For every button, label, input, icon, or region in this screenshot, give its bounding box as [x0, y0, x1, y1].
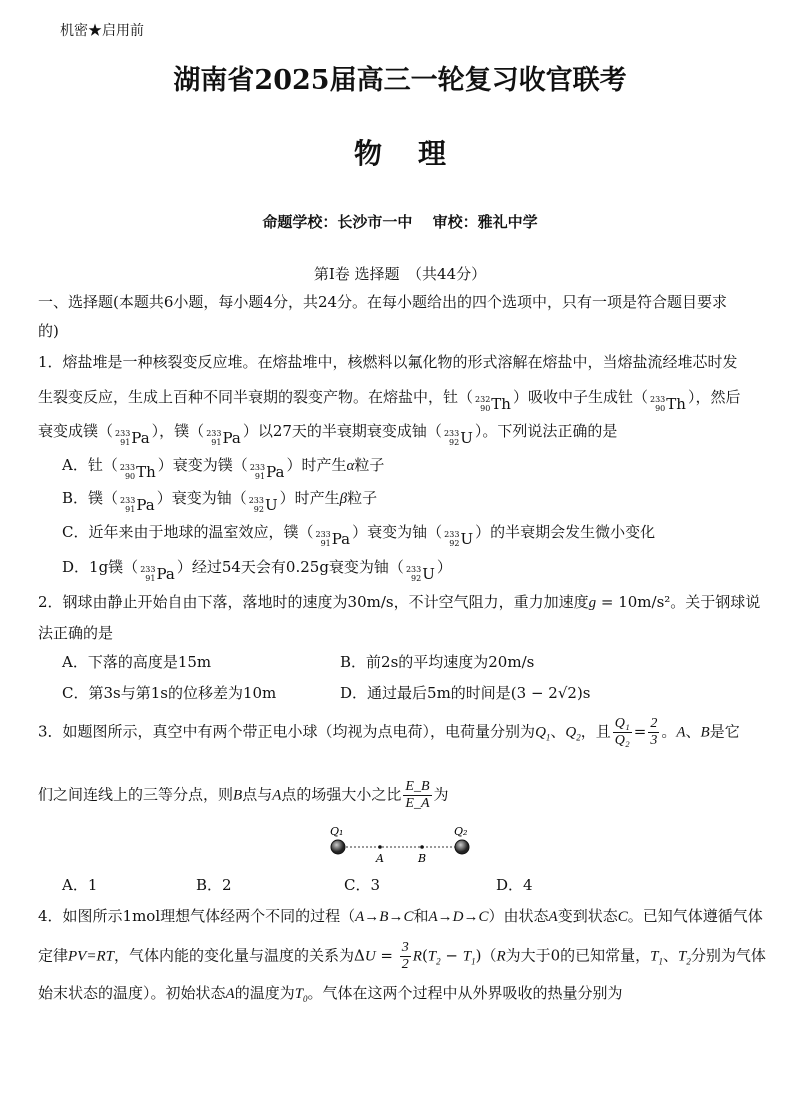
element-symbol: U	[264, 496, 278, 514]
text-line	[62, 455, 384, 482]
math-symbol: A	[676, 724, 686, 741]
text-segment: 和	[413, 907, 429, 925]
label-b: B	[418, 852, 427, 865]
nuclide-symbol	[650, 394, 686, 414]
text-segment: ，气体内能的变化量与温度的关系为Δ	[113, 946, 365, 965]
text-segment: 为大于0的已知常量，	[505, 946, 651, 965]
nuclide-symbol	[406, 564, 435, 584]
text-segment: ）。下列说法正确的是	[474, 422, 618, 440]
text-segment: ）由状态	[488, 907, 549, 925]
point-a	[378, 845, 382, 849]
text-line	[38, 716, 740, 749]
nuclide-symbol	[444, 428, 473, 448]
numerator: 2	[650, 716, 658, 731]
q3-option-b: B．2	[196, 876, 232, 894]
mass-number: 233	[315, 530, 331, 539]
nuclide-numbers	[249, 496, 264, 514]
text-segment: 一、选择题(本题共6小题，每小题4分，共24分。在每小题给出的四个选项中，只有一项是符合题目要求	[38, 293, 728, 311]
text-segment: 、	[663, 946, 679, 965]
q2-option-b: B．前2s的平均速度为20m/s	[340, 653, 535, 671]
element-symbol: Th	[666, 395, 686, 413]
nuclide-numbers	[250, 463, 265, 481]
text-segment: 、	[685, 722, 701, 741]
subscript: 2	[436, 956, 441, 967]
text-segment: 法正确的是	[38, 624, 114, 642]
nuclide-symbol	[315, 529, 350, 549]
nuclide-numbers	[444, 429, 459, 447]
mass-number: 233	[140, 565, 156, 574]
q3-option-d: D．4	[496, 876, 533, 894]
math-symbol: R	[496, 948, 506, 965]
atomic-number: 90	[480, 404, 491, 413]
math-symbol: A	[548, 909, 558, 925]
text-segment: ）时产生	[279, 489, 340, 507]
math-symbol: T	[462, 948, 472, 965]
text-segment: ）衰变为铀（	[352, 523, 443, 541]
element-symbol: Pa	[266, 463, 285, 481]
text-segment: ）时产生	[286, 456, 347, 474]
text-line	[38, 906, 763, 927]
subscript: 2	[576, 732, 581, 743]
atomic-number: 90	[655, 404, 666, 413]
math-symbol: C	[617, 909, 628, 925]
subscript: 1	[658, 956, 664, 967]
math-symbol: PV=RT	[68, 948, 114, 965]
text-segment: 点与	[242, 785, 273, 804]
math-symbol: B	[233, 787, 243, 804]
subject-title: 物理	[353, 137, 482, 170]
text-segment: 。	[661, 722, 677, 741]
text-segment: ），然后	[687, 388, 741, 406]
denominator: 2	[401, 957, 409, 972]
text-segment: ），镤（	[151, 422, 205, 440]
q2-option-d: D．通过最后5m的时间是(3 − 2√2)s	[340, 684, 591, 702]
atomic-number: 92	[411, 574, 422, 583]
text-line	[38, 940, 766, 973]
text-line	[62, 488, 377, 515]
nuclide-numbers	[120, 496, 135, 514]
nuclide-numbers	[115, 429, 130, 447]
math-symbol: T	[294, 986, 304, 1002]
mass-number: 233	[444, 530, 460, 539]
text-segment: 、	[550, 722, 566, 741]
denominator: Q₂	[614, 733, 630, 748]
numerator: Q₁	[614, 716, 630, 731]
math-symbol: B	[700, 724, 710, 741]
text-segment: (	[421, 946, 428, 965]
text-segment: 分别为气体	[690, 946, 766, 965]
element-symbol: Pa	[331, 530, 351, 548]
confidential-label: 机密★启用前	[60, 23, 144, 39]
text-segment: 粒子	[354, 456, 385, 474]
nuclide-symbol	[206, 428, 241, 448]
atomic-number: 91	[254, 472, 266, 481]
nuclide-symbol	[120, 495, 155, 515]
element-symbol: Th	[136, 463, 156, 481]
element-symbol: U	[460, 530, 474, 548]
label-q2: Q₂	[454, 825, 468, 838]
text-line	[62, 557, 452, 584]
math-symbol: R	[412, 948, 422, 965]
element-symbol: Th	[491, 395, 511, 413]
text-line	[38, 623, 113, 643]
text-segment: 2．钢球由静止开始自由下落，落地时的速度为30m/s，不计空气阻力，重力加速度	[38, 593, 589, 611]
mass-number: 233	[405, 565, 422, 574]
math-symbol: U	[364, 948, 376, 965]
math-symbol: A→D→C	[428, 909, 489, 925]
nuclide-numbers	[206, 429, 221, 447]
math-symbol: α	[346, 458, 355, 474]
text-segment: = 10m/s²。关于钢球说	[596, 593, 761, 611]
mass-number: 233	[119, 463, 136, 472]
point-b	[420, 845, 424, 849]
math-symbol: A	[272, 787, 282, 804]
text-segment: A．钍（	[62, 456, 118, 474]
atomic-number: 91	[125, 505, 136, 514]
math-symbol: Q	[565, 724, 577, 741]
text-segment: ）衰变为铀（	[156, 489, 247, 507]
atomic-number: 91	[145, 574, 156, 583]
text-segment: C．近年来由于地球的温室效应，镤（	[62, 523, 314, 541]
text-line	[62, 522, 655, 549]
text-segment: 是它	[709, 722, 740, 741]
nuclide-numbers	[315, 530, 330, 548]
fraction	[648, 716, 659, 749]
nuclide-symbol	[120, 462, 156, 482]
text-segment: 。已知气体遵循气体	[627, 907, 763, 925]
text-segment: B．镤（	[62, 489, 119, 507]
nuclide-numbers	[475, 395, 490, 413]
element-symbol: Pa	[131, 429, 150, 447]
text-segment: ）以27天的半衰期衰变成铀（	[242, 422, 442, 440]
math-symbol: T	[678, 948, 687, 965]
q3-option-c: C．3	[344, 876, 381, 894]
nuclide-numbers	[120, 463, 135, 481]
mass-number: 233	[115, 429, 131, 438]
text-line	[38, 592, 760, 613]
mass-number: 233	[248, 496, 264, 505]
math-symbol: A→B→C	[355, 909, 414, 925]
text-segment: 1．熔盐堆是一种核裂变反应堆。在熔盐堆中，核燃料以氟化物的形式溶解在熔盐中，当熔盐流经堆芯时发	[38, 353, 738, 371]
text-segment: −	[440, 946, 463, 965]
nuclide-numbers	[444, 530, 459, 548]
subscript: 1	[545, 732, 551, 743]
mass-number: 233	[249, 463, 266, 472]
nuclide-numbers	[406, 565, 421, 583]
charge-q1	[331, 840, 345, 854]
element-symbol: Pa	[136, 496, 155, 514]
atomic-number: 91	[320, 539, 331, 548]
q2-option-c: C．第3s与第1s的位移差为10m	[62, 684, 277, 702]
part-heading: 第Ⅰ卷 选择题 （共44分）	[313, 265, 487, 283]
nuclide-symbol	[250, 462, 285, 482]
charges-figure	[320, 822, 480, 867]
text-segment: )（	[475, 946, 497, 965]
mass-number: 233	[443, 429, 460, 438]
text-segment: 衰变成镤（	[38, 422, 114, 440]
nuclide-symbol	[475, 394, 511, 414]
mass-number: 233	[120, 496, 136, 505]
nuclide-symbol	[444, 529, 473, 549]
element-symbol: Pa	[156, 565, 175, 583]
element-symbol: U	[422, 565, 435, 583]
q3-option-a: A．1	[62, 876, 98, 894]
text-line	[38, 387, 740, 414]
element-symbol: Pa	[222, 429, 241, 447]
numerator: E_B	[405, 779, 430, 794]
text-segment: 定律	[38, 946, 69, 965]
text-segment: 生裂变反应，生成上百种不同半衰期的裂变产物。在熔盐中，钍（	[38, 388, 474, 406]
atomic-number: 90	[124, 472, 136, 481]
text-segment: ）吸收中子生成钍（	[512, 388, 648, 406]
denominator: 3	[650, 733, 658, 748]
math-symbol: A	[225, 986, 235, 1002]
nuclide-symbol	[115, 428, 150, 448]
subscript: 2	[686, 956, 691, 967]
nuclide-numbers	[650, 395, 665, 413]
text-segment: 的温度为	[234, 984, 295, 1002]
text-segment: =	[375, 946, 398, 965]
text-segment: 为	[433, 785, 449, 804]
label-q1: Q₁	[330, 825, 344, 838]
q2-option-a: A．下落的高度是15m	[62, 653, 212, 671]
math-symbol: Q	[535, 724, 546, 741]
atomic-number: 92	[449, 438, 460, 447]
mass-number: 233	[649, 395, 666, 404]
text-segment: 3．如题图所示，真空中有两个带正电小球（均视为点电荷），电荷量分别为	[38, 722, 536, 741]
text-segment: ）	[436, 558, 452, 576]
math-symbol: β	[339, 491, 348, 507]
numerator: 3	[401, 940, 409, 955]
exam-title: 湖南省2025届高三一轮复习收官联考	[173, 65, 627, 96]
nuclide-symbol	[140, 564, 175, 584]
label-a: A	[376, 852, 384, 865]
atomic-number: 92	[449, 539, 460, 548]
text-line	[38, 421, 617, 448]
math-symbol: T	[650, 948, 659, 965]
subscript: 1	[471, 956, 476, 967]
text-line	[38, 292, 727, 312]
text-segment: ）的半衰期会发生微小变化	[475, 523, 656, 541]
text-segment: ，且	[580, 722, 611, 741]
subscript: 0	[303, 994, 308, 1004]
element-symbol: U	[460, 429, 473, 447]
text-segment: ）衰变为镤（	[157, 456, 248, 474]
school-info: 命题学校：长沙市一中 审校：雅礼中学	[262, 213, 538, 231]
text-line	[38, 779, 449, 812]
atomic-number: 92	[253, 505, 264, 514]
nuclide-numbers	[140, 565, 155, 583]
text-line	[38, 352, 738, 372]
text-segment: 点的场强大小之比	[281, 785, 402, 804]
text-segment: 。气体在这两个过程中从外界吸收的热量分别为	[307, 984, 623, 1002]
text-segment: 们之间连线上的三等分点，则	[38, 785, 234, 804]
math-symbol: g	[588, 595, 597, 611]
mass-number: 233	[206, 429, 222, 438]
atomic-number: 91	[211, 438, 222, 447]
fraction	[613, 716, 632, 749]
fraction	[403, 779, 431, 812]
text-segment: 粒子	[347, 489, 378, 507]
atomic-number: 91	[120, 438, 131, 447]
math-symbol: T	[427, 948, 437, 965]
text-segment: D．1g镤（	[62, 558, 139, 576]
nuclide-symbol	[249, 495, 278, 515]
text-line	[38, 321, 59, 341]
text-line	[38, 983, 623, 1009]
denominator: E_A	[405, 796, 430, 811]
charge-q2	[455, 840, 469, 854]
text-segment: 始末状态的温度）。初始状态	[38, 984, 226, 1002]
text-segment: 4．如图所示1mol理想气体经两个不同的过程（	[38, 907, 356, 925]
text-segment: 变到状态	[557, 907, 618, 925]
mass-number: 232	[475, 395, 491, 404]
fraction	[400, 940, 411, 973]
text-segment: 的)	[38, 322, 59, 340]
text-segment: ）经过54天会有0.25g衰变为铀（	[176, 558, 404, 576]
text-segment: =	[633, 722, 647, 741]
